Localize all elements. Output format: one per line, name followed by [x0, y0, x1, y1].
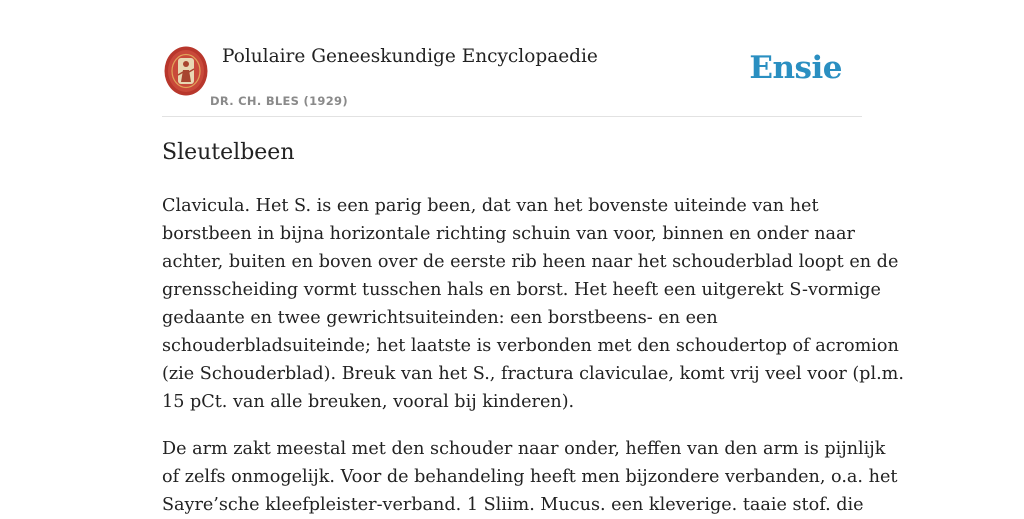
paragraph-line: achter, buiten en boven over de eerste rib heen naar het schouderblad loopt en de: [162, 252, 899, 272]
paragraph-line: Sayre’sche kleefpleister-verband. 1 Sliim. Mucus. een kleverige. taaie stof. die: [162, 495, 864, 515]
page-container: [162, 0, 904, 515]
paragraph-line: (zie Schouderblad). Breuk van het S., fractura claviculae, komt vrij veel voor (pl.m.: [162, 364, 904, 384]
paragraph-line: De arm zakt meestal met den schouder naar onder, heffen van den arm is pijnlijk: [162, 439, 886, 459]
paragraph-line: borstbeen in bijna horizontale richting schuin van voor, binnen en onder naar: [162, 224, 855, 244]
paragraph-line: 15 pCt. van alle breuken, vooral bij kinderen).: [162, 392, 575, 412]
book-header: [162, 0, 862, 117]
entry-title: Sleutelbeen: [162, 140, 295, 165]
entry-paragraph: [162, 192, 904, 416]
book-author: DR. CH. BLES (1929): [210, 94, 348, 108]
book-cover-icon[interactable]: [164, 46, 208, 96]
book-title[interactable]: Polulaire Geneeskundige Encyclopaedie: [222, 46, 598, 67]
paragraph-line: gedaante en twee gewrichtsuiteinden: een borstbeens- en een: [162, 308, 718, 328]
brand-logo[interactable]: Ensie: [749, 50, 842, 86]
entry-paragraph: [162, 435, 898, 519]
paragraph-line: Clavicula. Het S. is een parig been, dat van het bovenste uiteinde van het: [162, 196, 819, 216]
paragraph-line: grensscheiding vormt tusschen hals en borst. Het heeft een uitgerekt S-vormige: [162, 280, 881, 300]
paragraph-line: of zelfs onmogelijk. Voor de behandeling heeft men bijzondere verbanden, o.a. het: [162, 467, 898, 487]
paragraph-line: schouderbladsuiteinde; het laatste is verbonden met den schoudertop of acromion: [162, 336, 899, 356]
